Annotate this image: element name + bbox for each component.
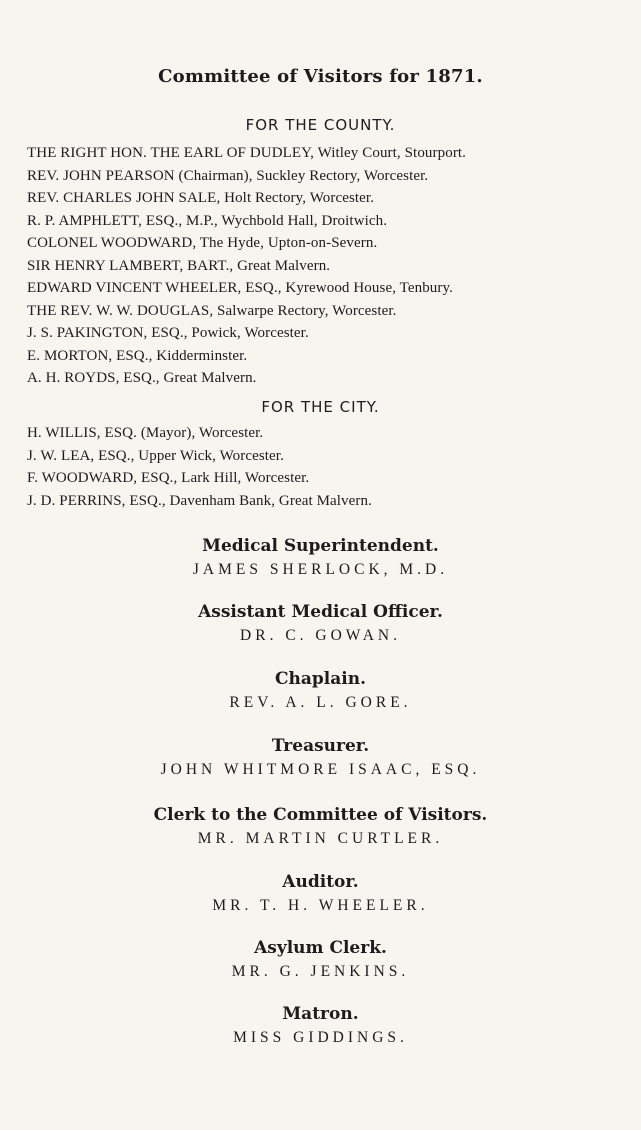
city-member: F. WOODWARD, ESQ., Lark Hill, Worcester. [27,470,310,486]
officer-block [0,534,641,582]
city-member: J. D. PERRINS, ESQ., Davenham Bank, Great Malvern. [27,492,372,509]
county-member-list [27,142,627,390]
officer-name: MR. T. H. WHEELER. [212,897,429,914]
officer-role: Matron. [282,1004,359,1024]
city-member: H. WILLIS, ESQ. (Mayor), Worcester. [27,425,264,441]
county-member: R. P. AMPHLETT, ESQ., M.P., Wychbold Hall, Droitwich. [27,212,388,229]
city-heading: FOR THE CITY. [261,398,380,416]
officer-block [0,870,641,918]
officer-role: Assistant Medical Officer. [198,602,443,622]
county-member: THE REV. W. W. DOUGLAS, Salwarpe Rectory, Worcester. [27,302,397,319]
county-member: COLONEL WOODWARD, The Hyde, Upton-on-Severn. [27,235,378,251]
officer-role: Medical Superintendent. [202,536,439,556]
officer-name: REV. A. L. GORE. [229,694,412,711]
county-member: REV. JOHN PEARSON (Chairman), Suckley Rectory, Worcester. [27,167,429,184]
officer-block [0,734,641,782]
county-member: REV. CHARLES JOHN SALE, Holt Rectory, Worcester. [27,190,375,206]
officer-role: Treasurer. [271,736,370,756]
page-title: Committee of Visitors for 1871. [158,66,483,87]
officer-name: MR. MARTIN CURTLER. [197,830,444,847]
officer-role: Clerk to the Committee of Visitors. [153,805,488,825]
officer-name: JOHN WHITMORE ISAAC, ESQ. [160,761,481,778]
county-member: J. S. PAKINGTON, ESQ., Powick, Worcester. [27,325,309,341]
city-member: J. W. LEA, ESQ., Upper Wick, Worcester. [27,447,284,464]
county-member: EDWARD VINCENT WHEELER, ESQ., Kyrewood House, Tenbury. [27,280,453,296]
county-heading: FOR THE COUNTY. [245,116,396,134]
officer-name: JAMES SHERLOCK, M.D. [192,561,449,578]
city-member-list [27,422,627,512]
officer-name: MR. G. JENKINS. [231,963,410,980]
officer-name: DR. C. GOWAN. [240,627,401,644]
officer-name: MISS GIDDINGS. [233,1029,408,1046]
county-member: A. H. ROYDS, ESQ., Great Malvern. [27,370,257,386]
officer-block [0,667,641,715]
officer-block [0,803,641,851]
county-member: SIR HENRY LAMBERT, BART., Great Malvern. [27,257,331,274]
officer-block [0,600,641,648]
officer-role: Auditor. [282,872,359,892]
officer-block [0,1002,641,1050]
officer-role: Asylum Clerk. [254,938,387,958]
county-member: THE RIGHT HON. THE EARL OF DUDLEY, Witley Court, Stourport. [27,145,467,161]
officer-role: Chaplain. [274,669,366,689]
county-member: E. MORTON, ESQ., Kidderminster. [27,347,248,364]
officer-block [0,936,641,984]
